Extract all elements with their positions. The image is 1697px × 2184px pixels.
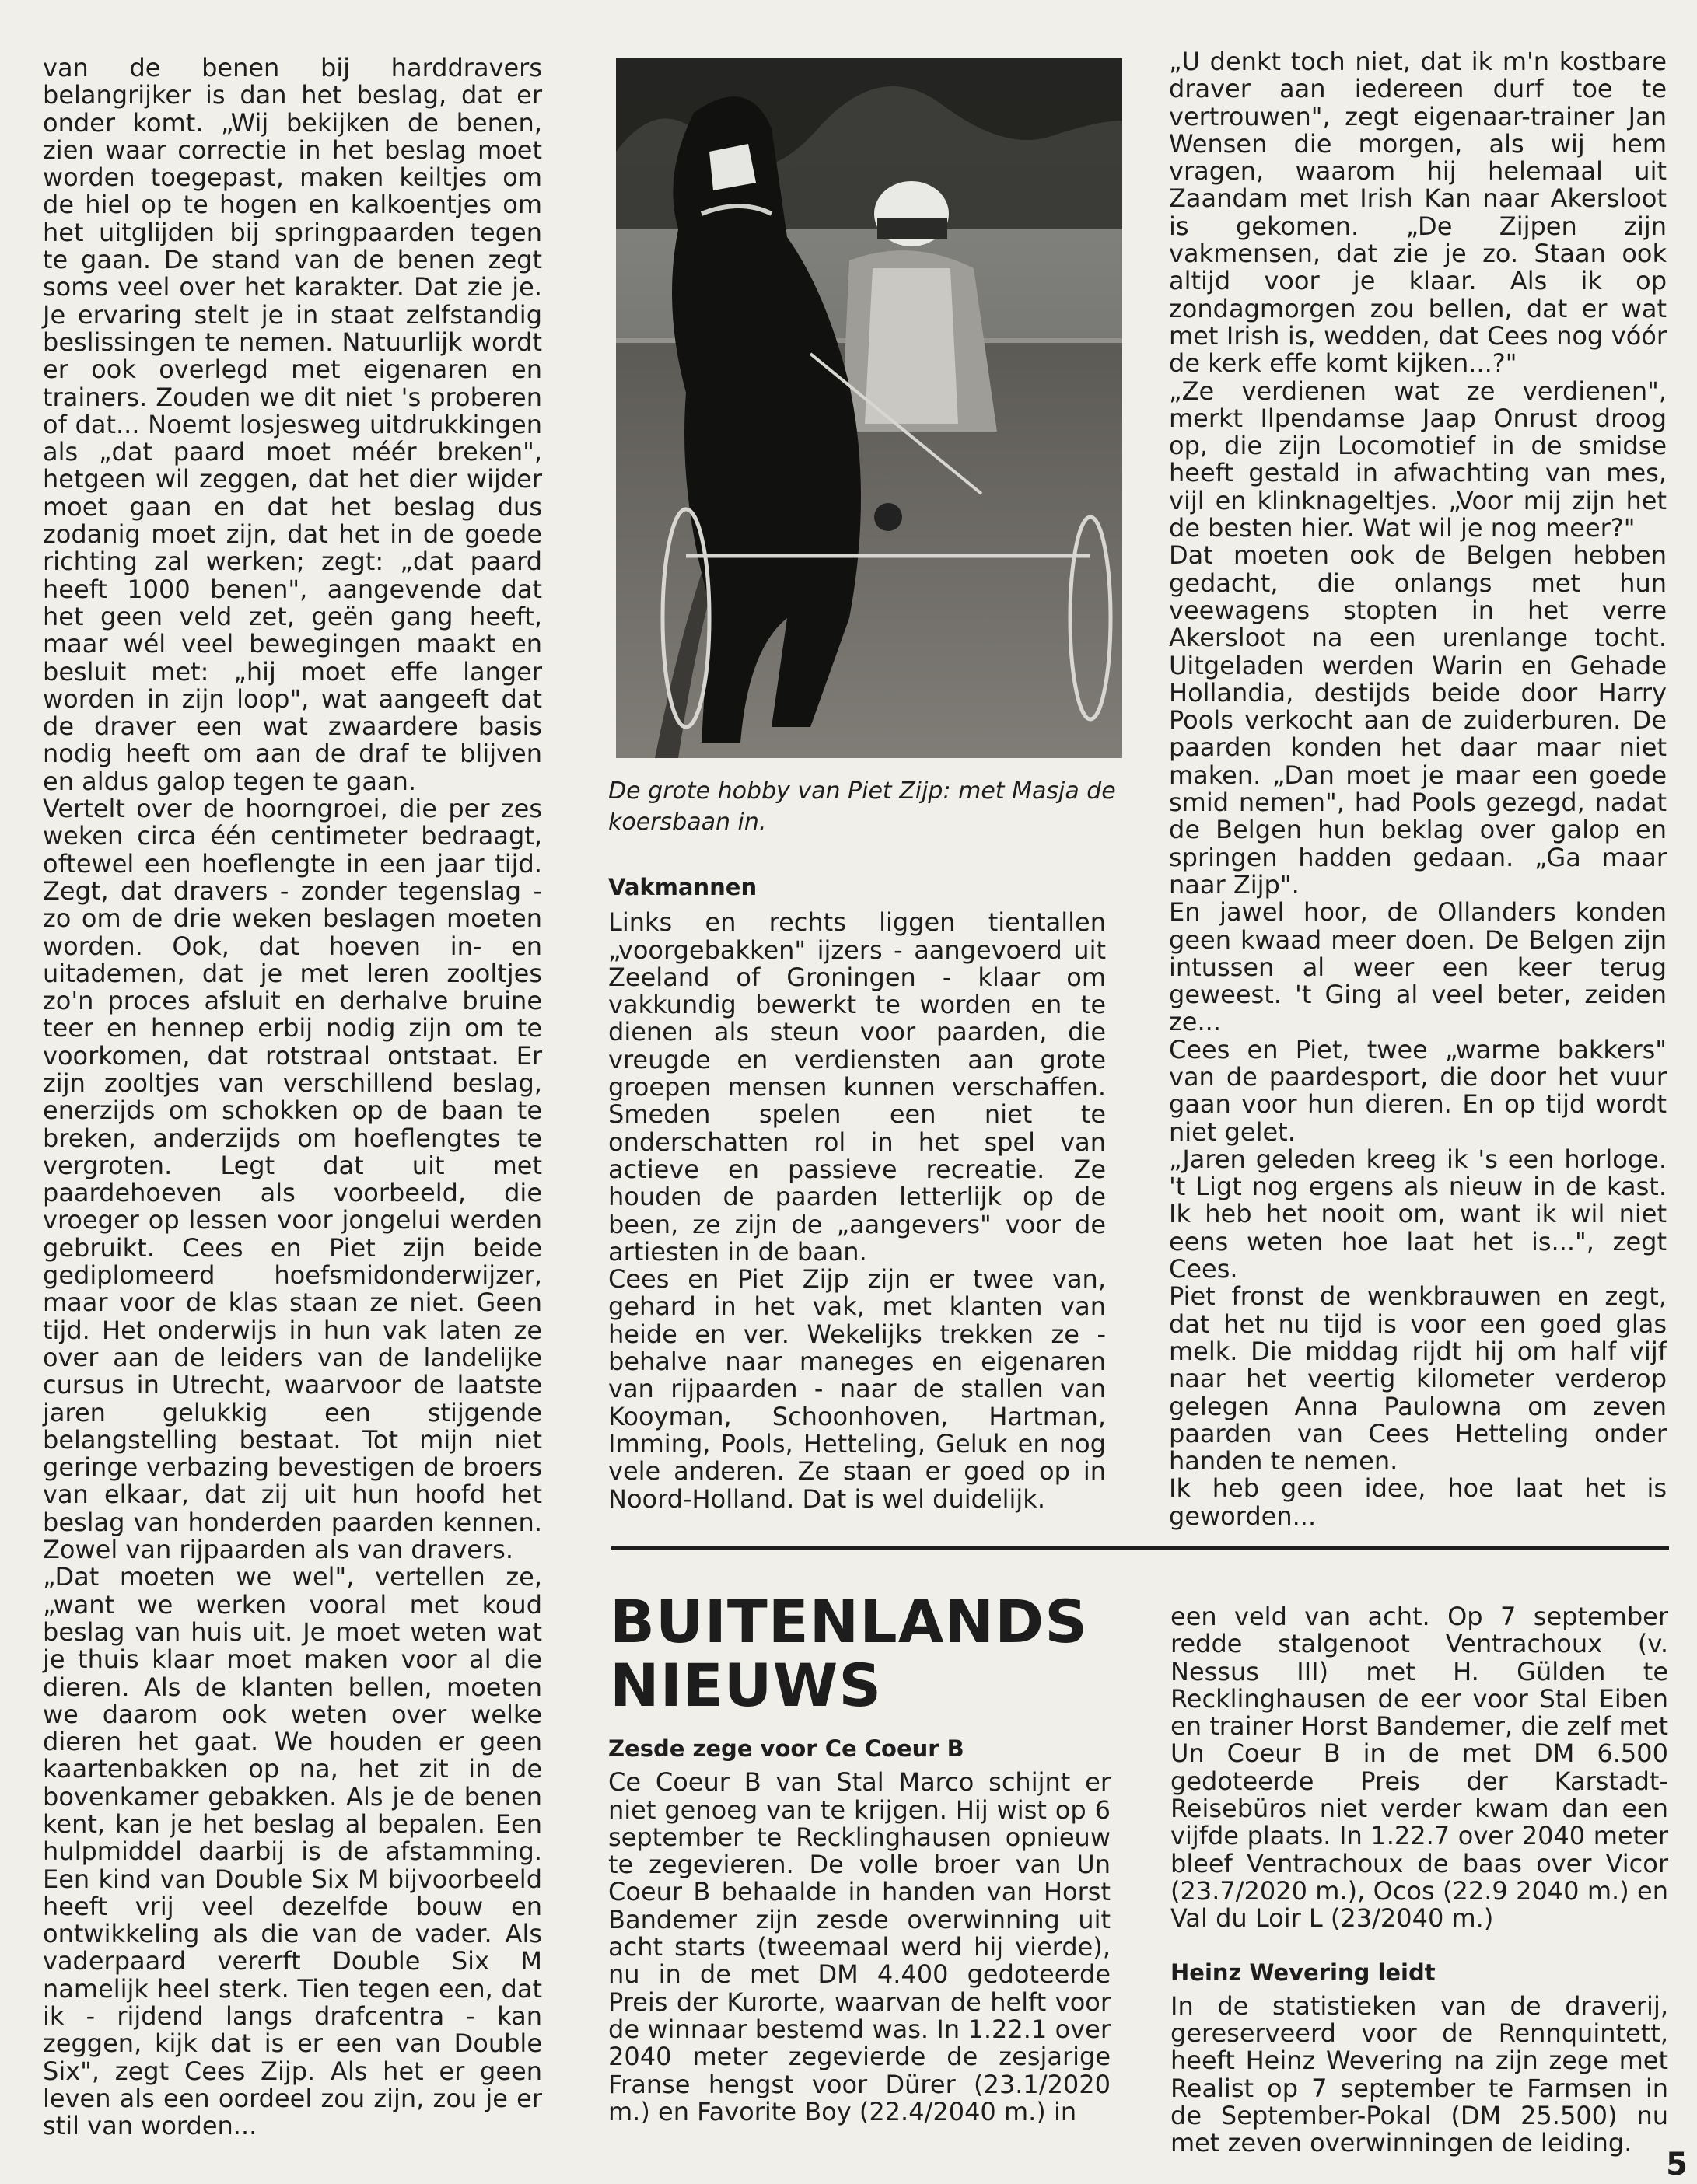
section-heading: Vakmannen	[608, 874, 758, 900]
section-title	[610, 1587, 1088, 1720]
column-right	[1169, 48, 1667, 1530]
paragraph: „Ze verdienen wat ze verdienen", merkt Ilpendamse Jaap Onrust droog op, die zijn Locomotief in de smidse heeft gestald in afwachting van mes, vijl en klinknageltjes. „Voor mij zijn het de besten hier. Wat wil je nog meer?"	[1169, 376, 1667, 543]
article-continuation	[1170, 1603, 1668, 2158]
column-middle	[608, 874, 1106, 1513]
article-ce-coeur	[608, 1735, 1111, 2126]
paragraph: En jawel hoor, de Ollanders konden geen kwaad meer doen. De Belgen zijn intussen al weer een keer terug geweest. 't Ging al veel beter, zeiden ze...	[1169, 897, 1667, 1037]
paragraph: „Jaren geleden kreeg ik 's een horloge. 't Ligt nog ergens als nieuw in de kast. Ik heb het nooit om, want ik wil niet eens weten hoe laat het is...", zegt Cees.	[1169, 1144, 1667, 1284]
paragraph: Vertelt over de hoorngroei, die per zes weken circa één centimeter bedraagt, oftewel een hoeflengte in een jaar tijd. Zegt, dat dravers - zonder tegenslag - zo om de drie weken beslagen moeten worden. Ook, dat hoeven in- en uitademen, dat je met leren zooltjes zo'n proces afsluit en derhalve bruine teer en hennep erbij nodig zijn om te voorkomen, dat rotstraal ontstaat. Er zijn zooltjes van verschillend beslag, enerzijds om schokken op de baan te breken, anderzijds om hoeflengtes te vergroten. Legt dat uit met paardehoeven als voorbeeld, die vroeger op lessen voor jongelui werden gebruikt. Cees en Piet zijn beide gediplomeerd hoefsmidonderwijzer, maar voor de klas staan ze niet. Geen tijd. Het onderwijs in hun vak laten ze over aan de leiders van de landelijke cursus in Utrecht, waarvoor de laatste jaren gelukkig een stijgende belangstelling bestaat. Tot mijn niet geringe verbazing bevestigen de broers van elkaar, dat zij uit hun hoofd het beslag van honderden paarden kennen. Zowel van rijpaarden als van dravers.	[43, 794, 542, 1565]
article-heading: Heinz Wevering leidt	[1170, 1959, 1436, 1986]
paragraph: Links en rechts liggen tientallen „voorgebakken" ijzers - aangevoerd uit Zeeland of Groningen - klaar om vakkundig bewerkt te worden en te dienen als steun voor paarden, die vreugde en verdiensten aan grote groepen mensen kunnen verschaffen. Smeden spelen een niet te onderschatten rol in het spel van actieve en passieve recreatie. Ze houden de paarden letterlijk op de been, ze zijn de „aangevers" voor de artiesten in de baan.	[608, 907, 1106, 1267]
title-line: BUITENLANDS	[610, 1587, 1088, 1656]
paragraph: Cees en Piet, twee „warme bakkers" van de paardesport, die door het vuur gaan voor hun dieren. En op tijd wordt niet gelet.	[1169, 1034, 1667, 1147]
paragraph: „Dat moeten we wel", vertellen ze, „want we werken vooral met koud beslag van huis uit. Je moet weten wat je thuis klaar moet maken voor al die dieren. Als de klanten bellen, moeten we daarom ook weten over welke dieren het gaat. We houden er geen kaartenbakken op na, het zit in de bovenkamer gebakken. Als je de benen kent, kan je het beslag al bepalen. Een hulpmiddel daarbij is de afstamming. Een kind van Double Six M bijvoorbeeld heeft vrij veel dezelfde bouw en ontwikkeling als die van de vader. Als vaderpaard vererft Double Six M namelijk heel sterk. Tien tegen een, dat ik - rijdend langs drafcentra - kan zeggen, kijk dat is er een van Double Six", zegt Cees Zijp. Als het er geen leven als een oordeel zou zijn, zou je er stil van worden...	[43, 1562, 542, 2141]
paragraph: een veld van acht. Op 7 september redde stalgenoot Ventrachoux (v. Nessus III) met H. Gülden te Recklinghausen de eer voor Stal Eiben en trainer Horst Bandemer, die zelf met Un Coeur B in de met DM 6.500 gedoteerde Preis der Karstadt-Reisebüros niet verder kwam dan een vijfde plaats. In 1.22.7 over 2040 meter bleef Ventrachoux de baas over Vicor (23.7/2020 m.), Ocos (22.9 2040 m.) en Val du Loir L (23/2040 m.)	[1170, 1602, 1668, 1934]
paragraph: van de benen bij harddravers belangrijker is dan het beslag, dat er onder komt. „Wij bekijken de benen, zien waar correctie in het beslag moet worden toegepast, maken keiltjes om de hiel op te hogen en kalkoentjes om het uitglijden bij springpaarden tegen te gaan. De stand van de benen zegt soms veel over het karakter. Dat zie je. Je ervaring stelt je in staat zelfstandig beslissingen te nemen. Natuurlijk wordt er ook overlegd met eigenaren en trainers. Zouden we dit niet 's proberen of dat... Noemt losjesweg uitdrukkingen als „dat paard moet méér breken", hetgeen wil zeggen, dat het dier wijder moet gaan en dat het beslag dus zodanig moet zijn, dat het in de goede richting zal werken; zegt: „dat paard heeft 1000 benen", aangevende dat het geen veld zet, geën gang heeft, maar wél veel bewegingen maakt en besluit met: „hij moet effe langer worden in zijn loop", wat aangeeft dat de draver een wat zwaardere basis nodig heeft om aan de draf te blijven en aldus galop tegen te gaan.	[43, 53, 542, 796]
paragraph: Piet fronst de wenkbrauwen en zegt, dat het nu tijd is voor een goed glas melk. Die middag rijdt hij om half vijf naar het veertig kilometer verderop gelegen Anna Paulowna om zeven paarden van Cees Hetteling onder handen te nemen.	[1169, 1281, 1667, 1476]
harness-racing-photo	[616, 58, 1122, 758]
title-line: NIEUWS	[610, 1651, 883, 1720]
paragraph: Dat moeten ook de Belgen hebben gedacht, die onlangs met hun veewagens stopten in het verre Akersloot na een urenlange tocht. Uitgeladen werden Warin en Gehade Hollandia, destijds beide door Harry Pools verkocht aan de zuiderburen. De paarden konden het daar maar niet maken. „Dan moet je maar een goede smid nemen", had Pools gezegd, nadat de Belgen hun beklag over galop en springen hadden gedaan. „Ga maar naar Zijp".	[1169, 540, 1667, 900]
paragraph: In de statistieken van de draverij, gereserveerd voor de Rennquintett, heeft Heinz Wevering na zijn zege met Realist op 7 september te Farmsen in de September-Pokal (DM 25.500) nu met zeven overwinningen de leiding.	[1170, 1990, 1668, 2158]
page-number: 5	[1666, 2147, 1688, 2182]
section-divider	[611, 1546, 1669, 1550]
photo-caption: De grote hobby van Piet Zijp: met Masja de koersbaan in.	[608, 778, 1116, 836]
paragraph: Ce Coeur B van Stal Marco schijnt er niet genoeg van te krijgen. Hij wist op 6 september te Recklinghausen opnieuw te zegevieren. De volle broer van Un Coeur B behaalde in handen van Horst Bandemer zijn zesde overwinning uit acht starts (tweemaal werd hij vierde), nu in de met DM 4.400 gedoteerde Preis der Kurorte, waarvan de helft voor de winnaar bestemd was. In 1.22.1 over 2040 meter zegevierde de zesjarige Franse hengst voor Dürer (23.1/2020 m.) en Favorite Boy (22.4/2040 m.) in	[608, 1767, 1111, 2126]
column-left	[43, 54, 542, 2140]
paragraph: Cees en Piet Zijp zijn er twee van, gehard in het vak, met klanten van heide en ver. Wekelijks trekken ze - behalve naar maneges en eigenaren van rijpaarden - naar de stallen van Kooyman, Schoonhoven, Hartman, Imming, Pools, Hetteling, Geluk en nog vele anderen. Ze staan er goed op in Noord-Holland. Dat is wel duidelijk.	[608, 1264, 1106, 1514]
paragraph: „U denkt toch niet, dat ik m'n kostbare draver aan iedereen durf toe te vertrouwen", zegt eigenaar-trainer Jan Wensen die morgen, als wij hem vragen, waarom hij helemaal uit Zaandam met Irish Kan naar Akersloot is gekomen. „De Zijpen zijn vakmensen, dat zie je zo. Staan ook altijd voor je klaar. Als ik op zondagmorgen zou bellen, dat er wat met Irish is, wedden, dat Cees nog vóór de kerk effe komt kijken...?"	[1169, 47, 1667, 379]
paragraph: Ik heb geen idee, hoe laat het is geworden...	[1169, 1473, 1667, 1531]
article-heading: Zesde zege voor Ce Coeur B	[608, 1735, 964, 1762]
